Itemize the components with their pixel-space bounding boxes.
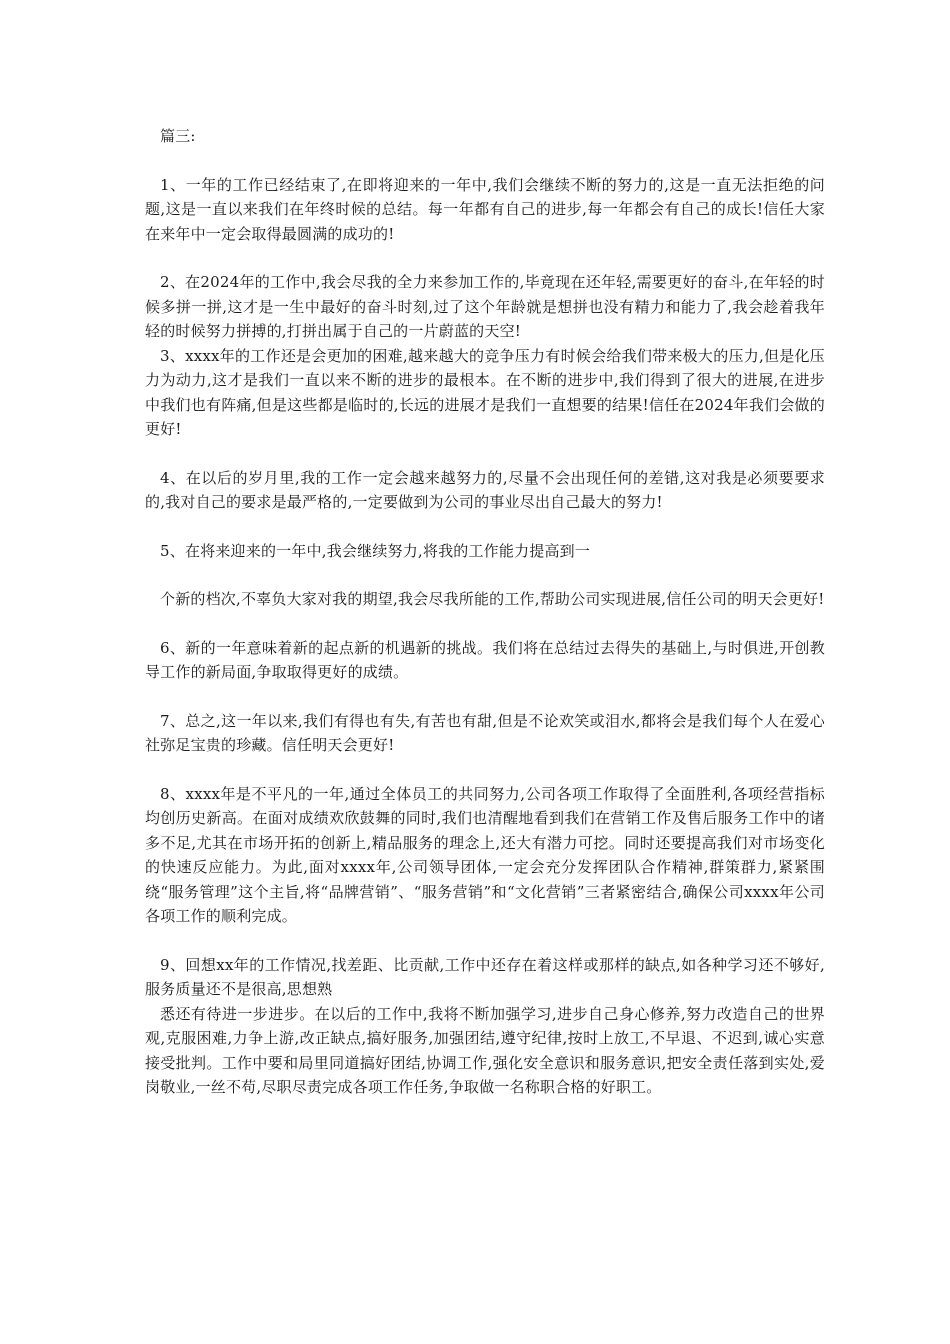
paragraph-7: 7、总之,这一年以来,我们有得也有失,有苦也有甜,但是不论欢笑或泪水,都将会是我们每个人在爱心社弥足宝贵的珍藏。信任明天会更好! xyxy=(145,711,825,754)
paragraph-5-continued: 个新的档次,不辜负大家对我的期望,我会尽我所能的工作,帮助公司实现进展,信任公司的明天会更好! xyxy=(160,590,825,608)
blank-line xyxy=(145,929,825,953)
paragraph-8: 8、xxxx年是不平凡的一年,通过全体员工的共同努力,公司各项工作取得了全面胜利,各项经营指标均创历史新高。在面对成绩欢欣鼓舞的同时,我们也清醒地看到我们在营销工作及售后服务工作中的诸多不足,尤其在市场开拓的创新上,精品服务的理念上,还大有潜力可挖。同时还要提高我们对市场变化的快速反应能力。为此,面对xxxx年,公司领导团体,一定会充分发挥团队合作精神,群策群力,紧紧围绕“服务管理”这个主旨,将“品牌营销”、“服务营销”和“文化营销”三者紧密结合,确保公司xxxx年公司各项工作的顺利完成。 xyxy=(145,784,825,925)
document-body xyxy=(145,124,825,1100)
blank-line xyxy=(145,612,825,636)
blank-line xyxy=(145,563,825,587)
blank-line xyxy=(145,246,825,270)
blank-line xyxy=(145,515,825,539)
paragraph-1: 1、一年的工作已经结束了,在即将迎来的一年中,我们会继续不断的努力的,这是一直无法拒绝的问题,这是一直以来我们在年终时候的总结。每一年都有自己的进步,每一年都会有自己的成长!信任大家在来年中一定会取得最圆满的成功的! xyxy=(145,175,825,243)
section-heading: 篇三: xyxy=(160,127,196,145)
blank-line xyxy=(145,149,825,173)
blank-line xyxy=(145,442,825,466)
paragraph-3: 3、xxxx年的工作还是会更加的困难,越来越大的竞争压力有时候会给我们带来极大的压力,但是化压力为动力,这才是我们一直以来不断的进步的最根本。在不断的进步中,我们得到了很大的进展,在进步中我们也有阵痛,但是这些都是临时的,长远的进展才是我们一直想要的结果!信任在2024年我们会做的更好! xyxy=(145,346,825,438)
paragraph-2: 2、在2024年的工作中,我会尽我的全力来参加工作的,毕竟现在还年轻,需要更好的奋斗,在年轻的时候多拼一拼,这才是一生中最好的奋斗时刻,过了这个年龄就是想拼也没有精力和能力了,我会趁着我年轻的时候努力拼搏的,打拼出属于自己的一片蔚蓝的天空! xyxy=(145,273,825,340)
paragraph-4: 4、在以后的岁月里,我的工作一定会越来越努力的,尽量不会出现任何的差错,这对我是必须要要求的,我对自己的要求是最严格的,一定要做到为公司的事业尽出自己最大的努力! xyxy=(145,468,825,511)
paragraph-6: 6、新的一年意味着新的起点新的机遇新的挑战。我们将在总结过去得失的基础上,与时俱进,开创教导工作的新局面,争取取得更好的成绩。 xyxy=(145,638,825,681)
paragraph-9-continued: 悉还有待进一步进步。在以后的工作中,我将不断加强学习,进步自己身心修养,努力改造自己的世界观,克服困难,力争上游,改正缺点,搞好服务,加强团结,遵守纪律,按时上放工,不早退、不迟到,诚心实意接受批判。工作中要和局里同道搞好团结,协调工作,强化安全意识和服务意识,把安全责任落到实处,爱岗敬业,一丝不苟,尽职尽责完成各项工作任务,争取做一名称职合格的好职工。 xyxy=(145,1004,825,1096)
blank-line xyxy=(145,685,825,709)
blank-line xyxy=(145,758,825,782)
paragraph-5: 5、在将来迎来的一年中,我会继续努力,将我的工作能力提高到一 xyxy=(160,541,591,560)
paragraph-9: 9、回想xx年的工作情况,找差距、比贡献,工作中还存在着这样或那样的缺点,如各种学习还不够好,服务质量还不是很高,思想熟 xyxy=(145,955,825,998)
